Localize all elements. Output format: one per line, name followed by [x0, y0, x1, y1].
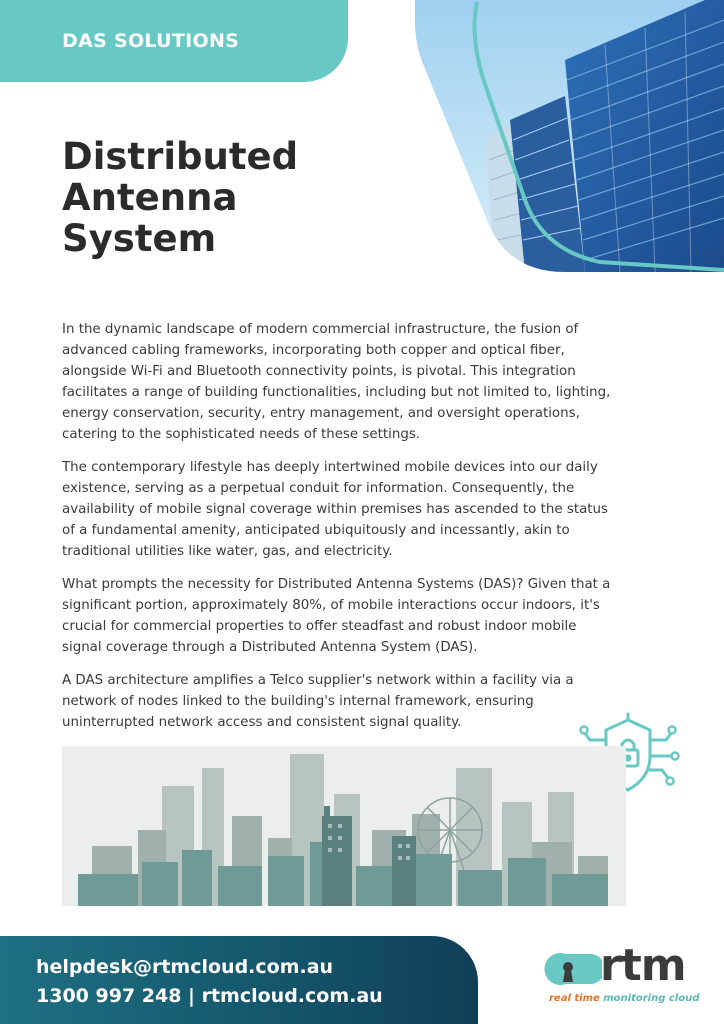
footer-email-link[interactable]: helpdesk@rtmcloud.com.au — [36, 956, 334, 978]
hero-building-image — [415, 0, 724, 272]
logo-wordmark: rtm — [600, 940, 686, 991]
paragraph: The contemporary lifestyle has deeply intertwined mobile devices into our daily existence, serving as a perpetual conduit for information. Consequently, the availability of mobile signal coverage within premises has ascended to the status of a fundamental amenity, anticipated ubiquitously and incessantly, akin to traditional utilities like water, gas, and electricity. — [62, 460, 609, 559]
paragraph: In the dynamic landscape of modern commercial infrastructure, the fusion of advanced cabling frameworks, incorporating both copper and optical fiber, alongside Wi-Fi and Bluetooth connectivity points, is pivotal. This integration facilitates a range of building functionalities, including but not limited to, lighting, energy conservation, security, entry management, and oversight operations, catering to the sophisticated needs of these settings. — [62, 322, 611, 442]
footer-bar — [0, 936, 478, 1024]
city-skyline-illustration — [62, 746, 626, 906]
rtm-logo-mark — [544, 950, 602, 988]
body-content — [62, 319, 614, 745]
logo-tagline-suffix: monitoring cloud — [603, 993, 700, 1004]
title-line: System — [62, 217, 217, 260]
footer-contact[interactable]: 1300 997 248 | rtmcloud.com.au — [36, 985, 383, 1007]
paragraph: What prompts the necessity for Distributed Antenna Systems (DAS)? Given that a significant portion, approximately 80%, of mobile interactions occur indoors, it's crucial for commercial properties to offer steadfast and robust indoor mobile signal coverage through a Distributed Antenna System (DAS). — [62, 577, 611, 655]
section-banner-label: DAS SOLUTIONS — [62, 30, 240, 52]
title-line: Distributed — [62, 135, 299, 178]
logo-tagline-prefix: real time — [549, 993, 600, 1004]
title-line: Antenna — [62, 176, 238, 219]
logo-tagline — [549, 993, 699, 1004]
paragraph: A DAS architecture amplifies a Telco supplier's network within a facility via a network of nodes linked to the building's internal framework, ensuring uninterrupted network access and consistent signal quality. — [62, 673, 574, 730]
page-title — [62, 136, 298, 259]
